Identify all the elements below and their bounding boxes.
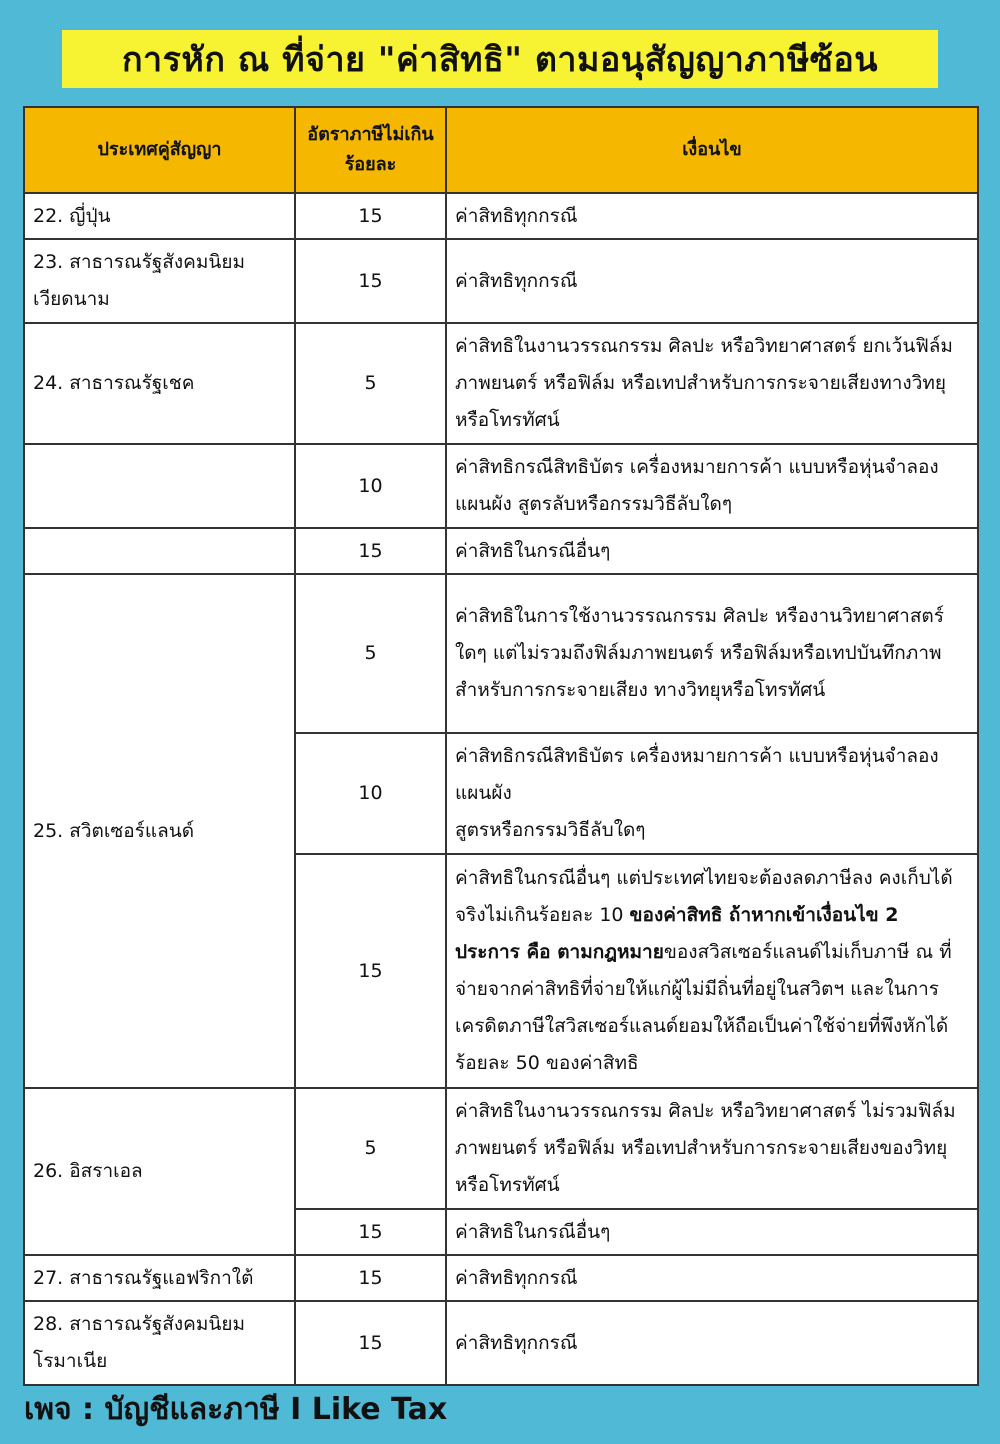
rate-cell: 5: [295, 574, 446, 733]
rate-cell: 15: [295, 193, 446, 239]
country-cell: 23. สาธารณรัฐสังคมนิยมเวียดนาม: [24, 239, 295, 323]
condition-cell: ค่าสิทธิในงานวรรณกรรม ศิลปะ หรือวิทยาศาสตร์ ยกเว้นฟิล์มภาพยนตร์ หรือฟิล์ม หรือเทปสำหรับการกระจายเสียงทางวิทยุ หรือโทรทัศน์: [446, 323, 978, 444]
table-row: [24, 193, 978, 239]
condition-text: สูตรหรือกรรมวิธีลับใดๆ: [455, 819, 646, 841]
condition-cell: ค่าสิทธิในกรณีอื่นๆ: [446, 528, 978, 574]
condition-text: ค่าสิทธิในกรณีอื่นๆ แต่ประเทศไทยจะต้องลดภาษีลง คงเก็บได้จริงไม่เกินร้อยละ 10: [455, 867, 953, 926]
rate-cell: 15: [295, 239, 446, 323]
rate-cell: 5: [295, 323, 446, 444]
rate-cell: 15: [295, 1255, 446, 1301]
rate-cell: 10: [295, 733, 446, 854]
rate-cell: 15: [295, 854, 446, 1088]
page-credit-footer: เพจ : บัญชีและภาษี I Like Tax: [24, 1392, 448, 1427]
rate-cell: 15: [295, 1301, 446, 1385]
condition-cell: ค่าสิทธิในการใช้งานวรรณกรรม ศิลปะ หรืองานวิทยาศาสตร์ใดๆ แต่ไม่รวมถึงฟิล์มภาพยนตร์ หรือฟิล์มหรือเทปบันทึกภาพสำหรับการกระจายเสียง ทางวิทยุหรือโทรทัศน์: [446, 574, 978, 733]
table-row: [24, 1088, 978, 1209]
title-banner: [62, 30, 938, 88]
condition-cell: ค่าสิทธิทุกกรณี: [446, 239, 978, 323]
condition-text: ของสวิสเซอร์แลนด์ไม่เก็บภาษี ณ ที่จ่ายจากค่าสิทธิที่จ่ายให้แก่ผู้ไม่มีถิ่นที่อยู่ในสวิตฯ และในการเครดิตภาษีใสวิสเซอร์แลนด์ยอมให้ถือเป็นค่าใช้จ่ายที่พึงหักได้ร้อยละ 50 ของค่าสิทธิ: [455, 941, 952, 1074]
rate-cell: 10: [295, 444, 446, 528]
condition-text-bold: ของค่าสิทธิ ถ้าหากเข้าเงื่อนไข 2 ประการ คือ ตามกฎหมาย: [455, 904, 899, 963]
condition-cell: [446, 854, 978, 1088]
header-rate: อัตราภาษีไม่เกินร้อยละ: [295, 107, 446, 193]
condition-cell: ค่าสิทธิทุกกรณี: [446, 1301, 978, 1385]
condition-cell: ค่าสิทธิในงานวรรณกรรม ศิลปะ หรือวิทยาศาสตร์ ไม่รวมฟิล์มภาพยนตร์ หรือฟิล์ม หรือเทปสำหรับการกระจายเสียงของวิทยุหรือโทรทัศน์: [446, 1088, 978, 1209]
country-cell-empty: [24, 444, 295, 528]
condition-cell: [446, 733, 978, 854]
rate-cell: 15: [295, 528, 446, 574]
country-cell-empty: [24, 528, 295, 574]
country-cell: 27. สาธารณรัฐแอฟริกาใต้: [24, 1255, 295, 1301]
page-title: การหัก ณ ที่จ่าย "ค่าสิทธิ" ตามอนุสัญญาภาษีซ้อน: [121, 40, 879, 80]
header-country: ประเทศคู่สัญญา: [24, 107, 295, 193]
table-row: [24, 239, 978, 323]
table-row: [24, 323, 978, 444]
condition-cell: ค่าสิทธิในกรณีอื่นๆ: [446, 1209, 978, 1255]
condition-cell: ค่าสิทธิกรณีสิทธิบัตร เครื่องหมายการค้า แบบหรือหุ่นจำลอง แผนผัง สูตรลับหรือกรรมวิธีลับใดๆ: [446, 444, 978, 528]
table-row: [24, 528, 978, 574]
condition-text: ค่าสิทธิกรณีสิทธิบัตร เครื่องหมายการค้า แบบหรือหุ่นจำลอง แผนผัง: [455, 745, 939, 804]
royalty-tax-table: [23, 106, 979, 1386]
header-condition: เงื่อนไข: [446, 107, 978, 193]
country-cell: 25. สวิตเซอร์แลนด์: [24, 574, 295, 1088]
rate-cell: 5: [295, 1088, 446, 1209]
table-row: [24, 444, 978, 528]
table-header-row: [24, 107, 978, 193]
table-row: [24, 574, 978, 733]
condition-cell: ค่าสิทธิทุกกรณี: [446, 1255, 978, 1301]
country-cell: 26. อิสราเอล: [24, 1088, 295, 1255]
condition-cell: ค่าสิทธิทุกกรณี: [446, 193, 978, 239]
country-cell: 28. สาธารณรัฐสังคมนิยมโรมาเนีย: [24, 1301, 295, 1385]
table-row: [24, 1255, 978, 1301]
country-cell: 24. สาธารณรัฐเชค: [24, 323, 295, 444]
country-cell: 22. ญี่ปุ่น: [24, 193, 295, 239]
rate-cell: 15: [295, 1209, 446, 1255]
table-row: [24, 1301, 978, 1385]
